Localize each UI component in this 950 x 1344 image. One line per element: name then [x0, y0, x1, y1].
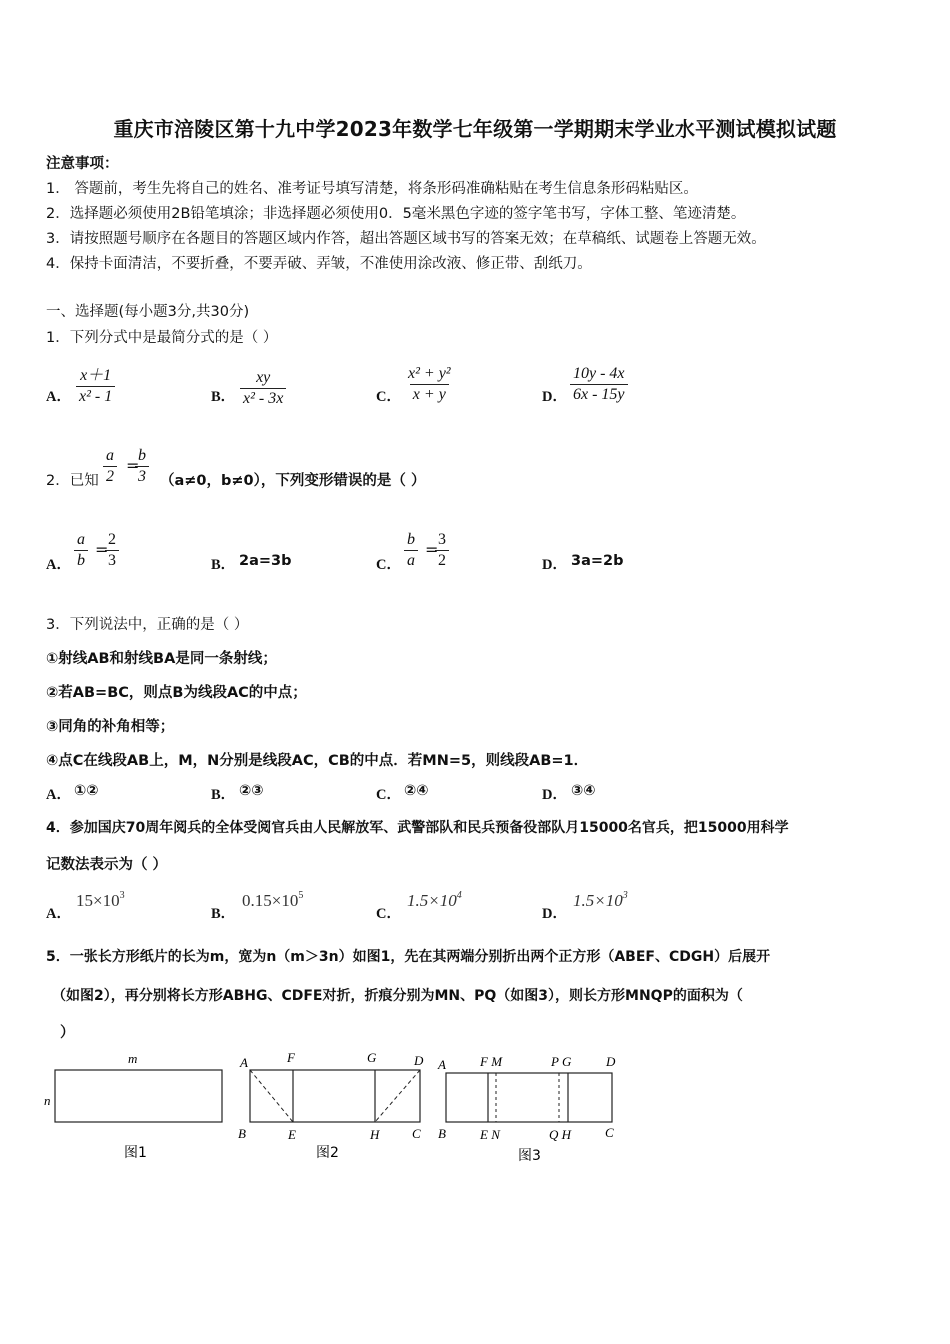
- fig2-label-b: B: [238, 1126, 246, 1141]
- fig3-label-qh: Q H: [549, 1127, 572, 1142]
- q4-option-c-label: C．: [376, 906, 401, 922]
- q1-option-b-label: B．: [211, 389, 236, 405]
- fig2-label-c: C: [412, 1126, 421, 1141]
- fig2-label-g: G: [367, 1050, 377, 1065]
- question-2-prefix: 2．已知: [46, 473, 99, 489]
- fig2-label-a: A: [240, 1055, 248, 1070]
- q3-option-b-label: B．: [211, 787, 236, 803]
- equals-sign: =: [126, 456, 140, 475]
- numerator: 2: [108, 531, 116, 548]
- numerator: b: [138, 447, 146, 464]
- equals-sign: =: [425, 540, 439, 559]
- question-3-stem: 3．下列说法中，正确的是（ ）: [46, 617, 249, 633]
- question-1-stem: 1．下列分式中是最简分式的是（ ）: [46, 330, 278, 346]
- denominator: x + y: [410, 384, 449, 405]
- fig2-fold-dh: [375, 1070, 420, 1122]
- numerator: x² + y²: [408, 365, 451, 382]
- exponent: 3: [622, 890, 628, 901]
- q2-option-c-label: C．: [376, 557, 401, 573]
- denominator: 3: [105, 550, 119, 571]
- base: 1.5×10: [573, 891, 623, 910]
- q3-option-d-text: ③④: [571, 783, 596, 799]
- fig3-label-fm: F M: [480, 1054, 503, 1069]
- fig2-caption: 图2: [316, 1145, 339, 1161]
- numerator: a: [106, 447, 114, 464]
- numerator: x＋1: [80, 367, 112, 384]
- numerator: 10y - 4x: [573, 365, 625, 382]
- numerator: xy: [256, 369, 271, 386]
- numerator: a: [77, 531, 85, 548]
- notice-heading: 注意事项：: [46, 156, 119, 172]
- q2-option-c-right-fraction: [435, 530, 449, 571]
- q2-option-b-label: B．: [211, 557, 236, 573]
- denominator: x² - 1: [76, 386, 115, 407]
- fig2-label-d: D: [414, 1053, 424, 1068]
- fig1-rectangle: [55, 1070, 222, 1122]
- q2-given-left-fraction: [103, 446, 117, 487]
- base: 1.5×10: [407, 891, 457, 910]
- fig2-fold-ae: [250, 1070, 293, 1122]
- q3-option-c-label: C．: [376, 787, 401, 803]
- exponent: 5: [298, 890, 304, 901]
- notice-item: 1． 答题前，考生先将自己的姓名、准考证号填写清楚，将条形码准确粘贴在考生信息条形码粘贴区。: [46, 181, 698, 197]
- notice-item: 3．请按照题号顺序在各题目的答题区域内作答，超出答题区域书写的答案无效；在草稿纸、试题卷上答题无效。: [46, 231, 766, 247]
- denominator: 2: [435, 550, 449, 571]
- denominator: x² - 3x: [240, 388, 286, 409]
- numerator: b: [407, 531, 415, 548]
- q1-option-c-label: C．: [376, 389, 401, 405]
- fig3-caption: 图3: [518, 1148, 541, 1164]
- numerator: 3: [438, 531, 446, 548]
- q1-option-d-label: D．: [542, 389, 567, 405]
- fig3-label-c: C: [605, 1125, 614, 1140]
- fig3-label-pg: P G: [551, 1054, 572, 1069]
- base: 0.15×10: [242, 891, 299, 910]
- q3-option-a-label: A．: [46, 787, 71, 803]
- q1-option-d-fraction: [570, 364, 628, 405]
- q4-option-d-label: D．: [542, 906, 567, 922]
- fig3-label-a: A: [438, 1057, 446, 1072]
- notice-item: 2．选择题必须使用2B铅笔填涂；非选择题必须使用0．5毫米黑色字迹的签字笔书写，字体工整、笔迹清楚。: [46, 206, 746, 222]
- section-heading: 一、选择题(每小题3分,共30分): [46, 304, 250, 320]
- equals-sign: =: [95, 540, 109, 559]
- fig1-caption: 图1: [124, 1145, 147, 1161]
- denominator: b: [74, 550, 88, 571]
- q2-option-a-left-fraction: [74, 530, 88, 571]
- fig3-rectangle: [446, 1073, 612, 1122]
- page-title: 重庆市涪陵区第十九中学2023年数学七年级第一学期期末学业水平测试模拟试题: [113, 117, 837, 141]
- q3-statement: ①射线AB和射线BA是同一条射线；: [46, 651, 277, 667]
- question-5-line2: （如图2），再分别将长方形ABHG、CDFE对折，折痕分别为MN、PQ（如图3），则长方形MNQP的面积为（: [52, 988, 743, 1004]
- q1-option-a-label: A．: [46, 389, 71, 405]
- base: 15×10: [76, 891, 120, 910]
- q4-option-d-value: [573, 890, 628, 911]
- fig1-label-m: m: [128, 1051, 138, 1066]
- q3-option-c-text: ②④: [404, 783, 429, 799]
- q3-option-d-label: D．: [542, 787, 567, 803]
- question-4-line2: 记数法表示为（ ）: [46, 857, 168, 873]
- exponent: 4: [456, 890, 462, 901]
- q3-option-b-text: ②③: [239, 783, 264, 799]
- q4-option-a-label: A．: [46, 906, 71, 922]
- q3-statement: ②若AB=BC，则点B为线段AC的中点；: [46, 685, 307, 701]
- question-4-line1: 4．参加国庆70周年阅兵的全体受阅官兵由人民解放军、武警部队和民兵预备役部队月15000名官兵，把15000用科学: [46, 820, 789, 836]
- fig2-label-f: F: [287, 1050, 295, 1065]
- fig3-label-en: E N: [480, 1127, 500, 1142]
- q3-statement: ③同角的补角相等；: [46, 719, 175, 735]
- fig2-label-e: E: [288, 1127, 296, 1142]
- fig2-rectangle: [250, 1070, 420, 1122]
- q2-option-b-text: 2a=3b: [239, 553, 292, 569]
- fig3-label-b: B: [438, 1126, 446, 1141]
- q2-option-d-label: D．: [542, 557, 567, 573]
- q4-option-b-label: B．: [211, 906, 236, 922]
- q4-option-b-value: [242, 890, 303, 911]
- q2-option-a-label: A．: [46, 557, 71, 573]
- q3-statement: ④点C在线段AB上，M，N分别是线段AC，CB的中点．若MN=5，则线段AB=1．: [46, 753, 589, 769]
- q2-option-a-right-fraction: [105, 530, 119, 571]
- q1-option-a-fraction: [76, 366, 115, 407]
- q2-given-right-fraction: [135, 446, 149, 487]
- q4-option-a-value: [76, 890, 125, 911]
- notice-item: 4．保持卡面清洁，不要折叠，不要弄破、弄皱，不准使用涂改液、修正带、刮纸刀。: [46, 256, 592, 272]
- exponent: 3: [119, 890, 125, 901]
- fig3-label-d: D: [606, 1054, 616, 1069]
- fig1-label-n: n: [44, 1093, 51, 1108]
- q2-option-d-text: 3a=2b: [571, 553, 624, 569]
- denominator: a: [404, 550, 418, 571]
- denominator: 3: [135, 466, 149, 487]
- question-5-line3: ）: [60, 1025, 75, 1041]
- q4-option-c-value: [407, 890, 462, 911]
- q1-option-c-fraction: [405, 364, 454, 405]
- question-5-line1: 5．一张长方形纸片的长为m，宽为n（m＞3n）如图1，先在其两端分别折出两个正方形（ABEF、CDGH）后展开: [46, 949, 771, 965]
- fig2-label-h: H: [370, 1127, 380, 1142]
- q5-figures: [40, 1045, 640, 1175]
- q3-option-a-text: ①②: [74, 783, 99, 799]
- denominator: 6x - 15y: [570, 384, 628, 405]
- question-2-suffix: （a≠0，b≠0），下列变形错误的是（ ）: [160, 473, 426, 489]
- q1-option-b-fraction: [240, 368, 286, 409]
- q2-option-c-left-fraction: [404, 530, 418, 571]
- denominator: 2: [103, 466, 117, 487]
